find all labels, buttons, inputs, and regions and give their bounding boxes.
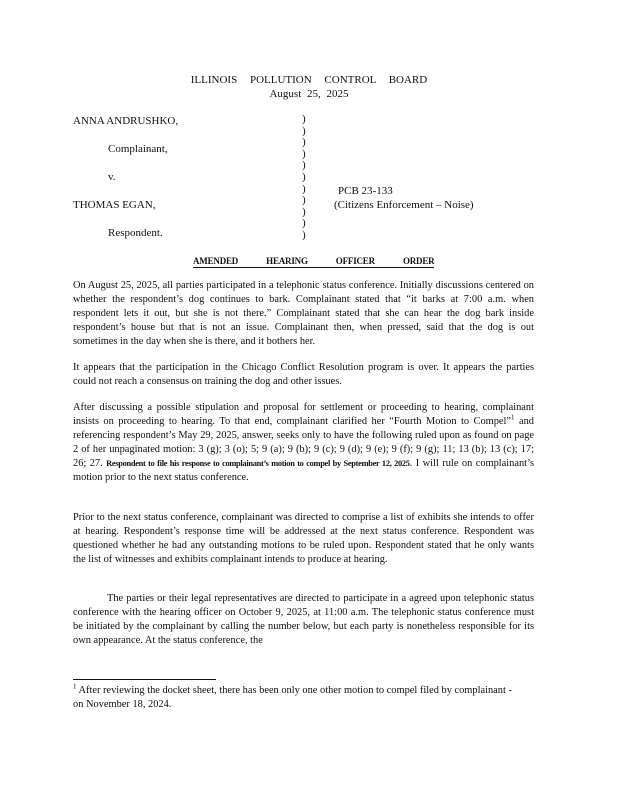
footnote [73,684,513,712]
paragraph-3-text-end: . I will rule on complainant’s motion prior to the next status conference. [73,458,535,484]
complainant-role: Complainant, [108,143,168,155]
paragraph-3 [73,401,534,486]
paren: ) [302,124,306,137]
paren: ) [302,147,306,160]
order-date: August 25, 2025 [269,88,349,100]
paren: ) [302,205,306,218]
paren: ) [302,194,306,207]
paren: ) [302,136,306,149]
paren: ) [302,159,306,172]
case-type: (Citizens Enforcement – Noise) [334,199,474,211]
paren: ) [302,170,306,183]
footnote-mark: 1 [73,682,77,691]
caption-parentheses [302,114,306,242]
paragraph-3-text-cont: and referencing respondent’s May 29, 2025, answer, seeks only to have the following ruled upon as found on page 2 of her unpaginated motion: 3 (g); 3 (o); 5; 9 (a); 9 (b); 9 (c); 9 (d); 9 (e); 9 (f); 9 (g); 11; 13 (b); 13 (c); 17; 26; 27. [73,416,534,470]
footnote-reference: 1 [511,413,515,422]
footnote-text: After reviewing the docket sheet, there has been only one other motion to compel filed by complainant - on November 18, 2024. [73,685,512,711]
agency-name: ILLINOIS POLLUTION CONTROL BOARD [190,74,428,86]
paragraph-2: It appears that the participation in the Chicago Conflict Resolution program is over. It appears the parties could not reach a consensus on training the dog and other issues. [73,362,534,388]
paragraph-3-text: After discussing a possible stipulation and proposal for settlement or proceeding to hearing, complainant insists on proceeding to hearing. To that end, complainant clarified her “Fourth Motion to Compel” [73,402,534,428]
footnote-divider [73,679,216,680]
paren: ) [302,228,306,241]
paren: ) [302,217,306,230]
paragraph-5: The parties or their legal representatives are directed to participate in a agreed upon telephonic status conference with the hearing officer on October 9, 2025, at 11:00 a.m. The telephonic status conference must be initiated by the complainant by calling the number below, but each party is nonetheless responsible for its own appearance. At the status conference, the [73,593,534,647]
paren: ) [302,182,306,195]
complainant-name: ANNA ANDRUSHKO, [73,115,179,127]
paren: ) [302,113,306,125]
respondent-deadline: Respondent to file his response to complainant’s motion to compel by September 12, 2025 [106,459,410,469]
versus-label: v. [108,171,116,183]
case-number: PCB 23-133 [338,185,393,197]
agency-heading [0,73,618,101]
respondent-role: Respondent. [108,227,163,239]
respondent-name: THOMAS EGAN, [73,199,156,211]
paragraph-4: Prior to the next status conference, complainant was directed to comprise a list of exhibits she intends to offer at hearing. Respondent’s response time will be addressed at the next status conference. Respondent was questioned whether he had any outstanding motions to be ruled upon. Respondent stated that he only wants the list of witnesses and exhibits complainant intends to produce at hearing. [73,512,534,566]
order-title: AMENDED HEARING OFFICER ORDER [193,256,435,266]
paragraph-1: On August 25, 2025, all parties participated in a telephonic status conference. Initially discussions centered on whether the respondent’s dog continues to bark. Complainant stated that “it barks at 7:00 a.m. when respondent lets it out, but she is not there.” Complainant stated that she can hear the dog bark inside respondent’s house but that is not an issue. Complainant then, when pressed, said that the dog is out sometimes in the day when she is there, and it bothers her. [73,280,534,348]
